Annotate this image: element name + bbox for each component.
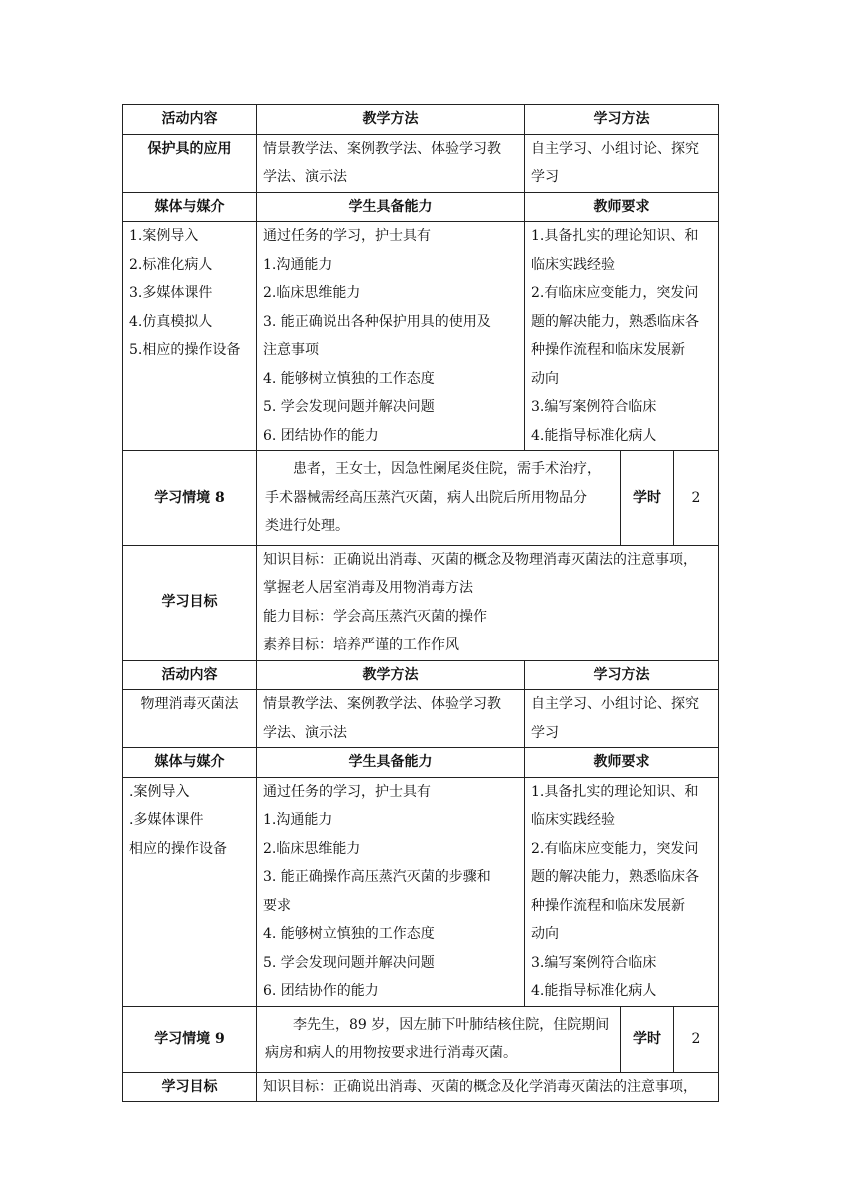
header-teacher-requirement: 教师要求 [525, 748, 719, 778]
text-line: 知识目标：正确说出消毒、灭菌的概念及化学消毒灭菌法的注意事项， [263, 1078, 697, 1095]
header-row [123, 660, 719, 690]
ability-item: 2.临床思维能力 [263, 285, 361, 301]
requirement-item: 1.具备扎实的理论知识、和 [531, 783, 699, 800]
media-item: 2.标准化病人 [129, 256, 213, 273]
header-activity: 活动内容 [123, 105, 257, 135]
media-list [123, 777, 257, 1006]
situation-inner [257, 451, 718, 545]
header-student-ability: 学生具备能力 [257, 748, 525, 778]
goal-row [123, 1072, 719, 1102]
text-line: 患者，王女士，因急性阑尾炎住院，需手术治疗， [293, 461, 601, 477]
media-item: .案例导入 [129, 783, 190, 800]
detail-row [123, 222, 719, 451]
goal-label: 学习目标 [123, 545, 257, 660]
ability-item: 3. 能正确操作高压蒸汽灭菌的步骤和 [263, 869, 491, 885]
requirement-list [525, 222, 719, 451]
header-row [123, 105, 719, 135]
text-line: 自主学习、小组讨论、探究 [531, 696, 699, 712]
ability-item: 1.沟通能力 [263, 812, 333, 828]
situation-cell [257, 451, 719, 546]
requirement-item: 2.有临床应变能力，突发问 [531, 840, 699, 857]
situation-cell [257, 1006, 719, 1072]
requirement-item: 动向 [531, 370, 559, 387]
requirement-item: 4.能指导标准化病人 [531, 983, 657, 999]
detail-row [123, 777, 719, 1006]
requirement-item: 题的解决能力，熟悉临床各 [531, 313, 699, 330]
ability-item: 6. 团结协作的能力 [263, 983, 379, 999]
situation-text [257, 451, 621, 545]
hours-value: 2 [674, 451, 719, 545]
teaching-method-cell [257, 690, 525, 748]
teaching-method-cell [257, 134, 525, 192]
requirement-list [525, 777, 719, 1006]
requirement-item: 动向 [531, 926, 559, 942]
activity-content: 保护具的应用 [123, 134, 257, 192]
situation-label: 学习情境 9 [123, 1006, 257, 1072]
header-learning-method: 学习方法 [525, 105, 719, 135]
ability-item: 6. 团结协作的能力 [263, 427, 379, 444]
text-line: 素养目标：培养严谨的工作作风 [263, 637, 459, 653]
text-line: 学法、演示法 [263, 724, 347, 741]
activity-row [123, 134, 719, 192]
goal-text [257, 1072, 719, 1102]
media-item: 3.多媒体课件 [129, 285, 213, 301]
situation-inner [257, 1007, 718, 1072]
ability-item: 4. 能够树立慎独的工作态度 [263, 926, 435, 942]
activity-content: 物理消毒灭菌法 [123, 690, 257, 748]
requirement-item: 种操作流程和临床发展新 [531, 897, 685, 914]
goal-label: 学习目标 [123, 1072, 257, 1102]
header-row-2 [123, 748, 719, 778]
text-line: 手术器械需经高压蒸汽灭菌，病人出院后所用物品分 [265, 489, 587, 506]
media-item: 5.相应的操作设备 [129, 342, 241, 358]
text-line: 学法、演示法 [263, 169, 347, 185]
ability-item: 通过任务的学习，护士具有 [263, 228, 431, 244]
requirement-item: 4.能指导标准化病人 [531, 427, 657, 444]
requirement-item: 2.有临床应变能力，突发问 [531, 285, 699, 301]
requirement-item: 种操作流程和临床发展新 [531, 342, 685, 358]
text-line: 李先生，89 岁，因左肺下叶肺结核住院，住院期间 [293, 1016, 610, 1033]
text-line: 能力目标：学会高压蒸汽灭菌的操作 [263, 608, 487, 625]
text-line: 知识目标：正确说出消毒、灭菌的概念及物理消毒灭菌法的注意事项， [263, 551, 697, 568]
ability-list [257, 777, 525, 1006]
header-student-ability: 学生具备能力 [257, 192, 525, 222]
header-row-2 [123, 192, 719, 222]
ability-item: 注意事项 [263, 342, 319, 358]
goal-row [123, 545, 719, 660]
header-media: 媒体与媒介 [123, 192, 257, 222]
hours-label: 学时 [621, 451, 674, 545]
requirement-item: 题的解决能力，熟悉临床各 [531, 869, 699, 885]
hours-value: 2 [674, 1007, 719, 1072]
media-item: .多媒体课件 [129, 812, 204, 828]
requirement-item: 3.编写案例符合临床 [531, 399, 657, 415]
media-item: 1.案例导入 [129, 228, 199, 244]
ability-item: 通过任务的学习，护士具有 [263, 783, 431, 800]
goal-text [257, 545, 719, 660]
requirement-item: 临床实践经验 [531, 256, 615, 273]
text-line: 自主学习、小组讨论、探究 [531, 140, 699, 157]
ability-item: 4. 能够树立慎独的工作态度 [263, 370, 435, 387]
header-teacher-requirement: 教师要求 [525, 192, 719, 222]
text-line: 类进行处理。 [265, 518, 349, 534]
learning-method-cell [525, 134, 719, 192]
header-teaching-method: 教学方法 [257, 105, 525, 135]
text-line: 情景教学法、案例教学法、体验学习教 [263, 696, 501, 712]
situation-row [123, 451, 719, 546]
curriculum-table [122, 104, 719, 1102]
situation-row [123, 1006, 719, 1072]
text-line: 掌握老人居室消毒及用物消毒方法 [263, 580, 473, 596]
ability-item: 5. 学会发现问题并解决问题 [263, 399, 435, 415]
text-line: 情景教学法、案例教学法、体验学习教 [263, 140, 501, 157]
requirement-item: 临床实践经验 [531, 812, 615, 828]
ability-list [257, 222, 525, 451]
activity-row [123, 690, 719, 748]
text-line: 学习 [531, 169, 559, 185]
ability-item: 3. 能正确说出各种保护用具的使用及 [263, 313, 491, 330]
learning-method-cell [525, 690, 719, 748]
header-media: 媒体与媒介 [123, 748, 257, 778]
requirement-item: 3.编写案例符合临床 [531, 954, 657, 971]
header-learning-method: 学习方法 [525, 660, 719, 690]
header-activity: 活动内容 [123, 660, 257, 690]
ability-item: 要求 [263, 897, 291, 914]
ability-item: 5. 学会发现问题并解决问题 [263, 954, 435, 971]
ability-item: 2.临床思维能力 [263, 840, 361, 857]
ability-item: 1.沟通能力 [263, 256, 333, 273]
media-item: 4.仿真模拟人 [129, 313, 213, 330]
requirement-item: 1.具备扎实的理论知识、和 [531, 228, 699, 244]
situation-text [257, 1007, 621, 1072]
text-line: 病房和病人的用物按要求进行消毒灭菌。 [265, 1045, 517, 1061]
document-page [122, 104, 718, 1102]
situation-label: 学习情境 8 [123, 451, 257, 546]
text-line: 学习 [531, 724, 559, 741]
media-list [123, 222, 257, 451]
header-teaching-method: 教学方法 [257, 660, 525, 690]
media-item: 相应的操作设备 [129, 840, 227, 857]
hours-label: 学时 [621, 1007, 674, 1072]
